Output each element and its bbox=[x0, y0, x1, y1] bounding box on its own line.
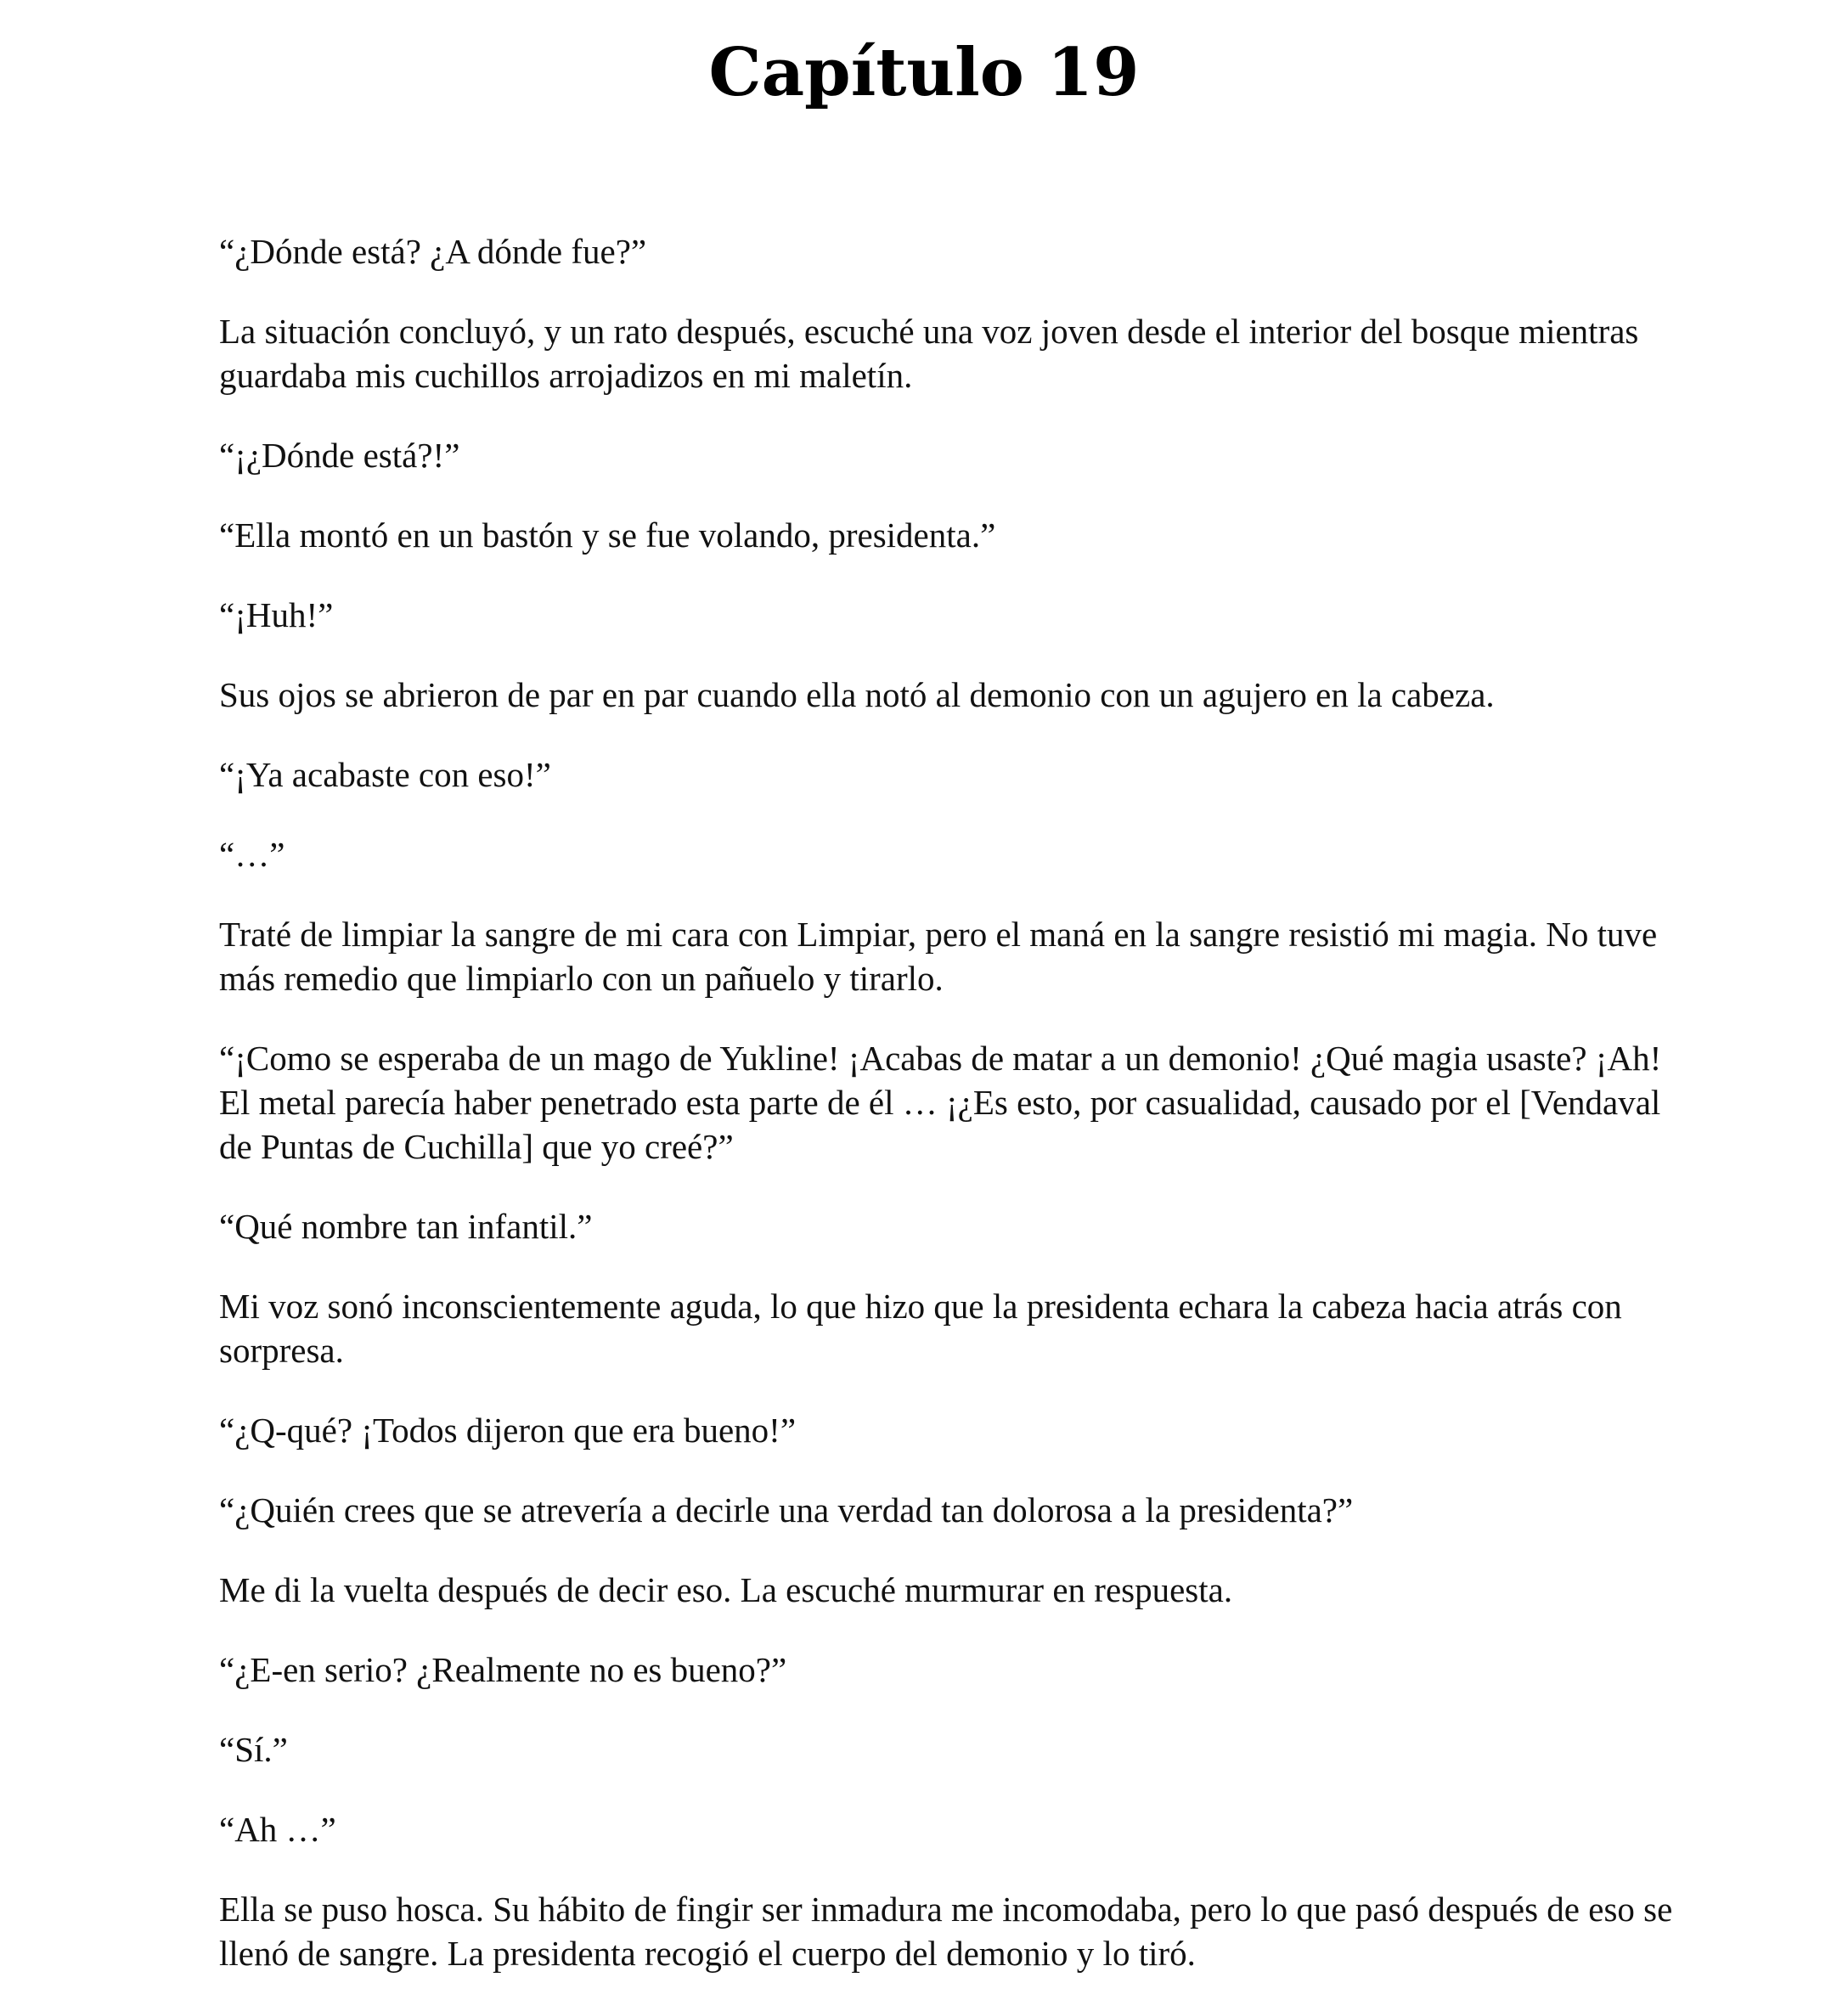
paragraph: “…” bbox=[219, 835, 285, 874]
paragraph: “Sí.” bbox=[219, 1730, 288, 1769]
paragraph: Sus ojos se abrieron de par en par cuando ella notó al demonio con un agujero en la cabeza. bbox=[219, 675, 1495, 714]
paragraph: “Ah …” bbox=[219, 1810, 336, 1849]
paragraph: “¿Quién crees que se atrevería a decirle una verdad tan dolorosa a la presidenta?” bbox=[219, 1490, 1354, 1529]
chapter-body bbox=[219, 229, 1697, 2011]
paragraph: Ella se puso hosca. Su hábito de fingir ser inmadura me incomodaba, pero lo que pasó después de eso se llenó de sangre. La presidenta recogió el cuerpo del demonio y lo tiró. bbox=[219, 1890, 1673, 1973]
chapter-title: Capítulo 19 bbox=[708, 34, 1140, 111]
paragraph: “¡Huh!” bbox=[219, 595, 334, 634]
paragraph: La situación concluyó, y un rato después, escuché una voz joven desde el interior del bosque mientras guardaba mis cuchillos arrojadizos en mi maletín. bbox=[219, 312, 1639, 395]
paragraph: “¡Como se esperaba de un mago de Yukline! ¡Acabas de matar a un demonio! ¿Qué magia usaste? ¡Ah! El metal parecía haber penetrado esta parte de él … ¡¿Es esto, por casualidad, causado por el [Vendaval de Puntas de Cuchilla] que yo creé?” bbox=[219, 1039, 1662, 1166]
paragraph: Mi voz sonó inconscientemente aguda, lo que hizo que la presidenta echara la cabeza hacia atrás con sorpresa. bbox=[219, 1287, 1622, 1370]
paragraph: “¿E-en serio? ¿Realmente no es bueno?” bbox=[219, 1650, 787, 1689]
paragraph: “¡¿Dónde está?!” bbox=[219, 436, 460, 475]
paragraph: “Ella montó en un bastón y se fue volando, presidenta.” bbox=[219, 515, 996, 555]
paragraph: “¿Q-qué? ¡Todos dijeron que era bueno!” bbox=[219, 1411, 797, 1450]
paragraph: “¿Dónde está? ¿A dónde fue?” bbox=[219, 232, 647, 271]
paragraph: “¡Ya acabaste con eso!” bbox=[219, 755, 551, 794]
paragraph: Me di la vuelta después de decir eso. La escuché murmurar en respuesta. bbox=[219, 1570, 1233, 1609]
paragraph: “Qué nombre tan infantil.” bbox=[219, 1207, 593, 1246]
paragraph: Traté de limpiar la sangre de mi cara con Limpiar, pero el maná en la sangre resistió mi magia. No tuve más remedio que limpiarlo con un pañuelo y tirarlo. bbox=[219, 915, 1658, 998]
